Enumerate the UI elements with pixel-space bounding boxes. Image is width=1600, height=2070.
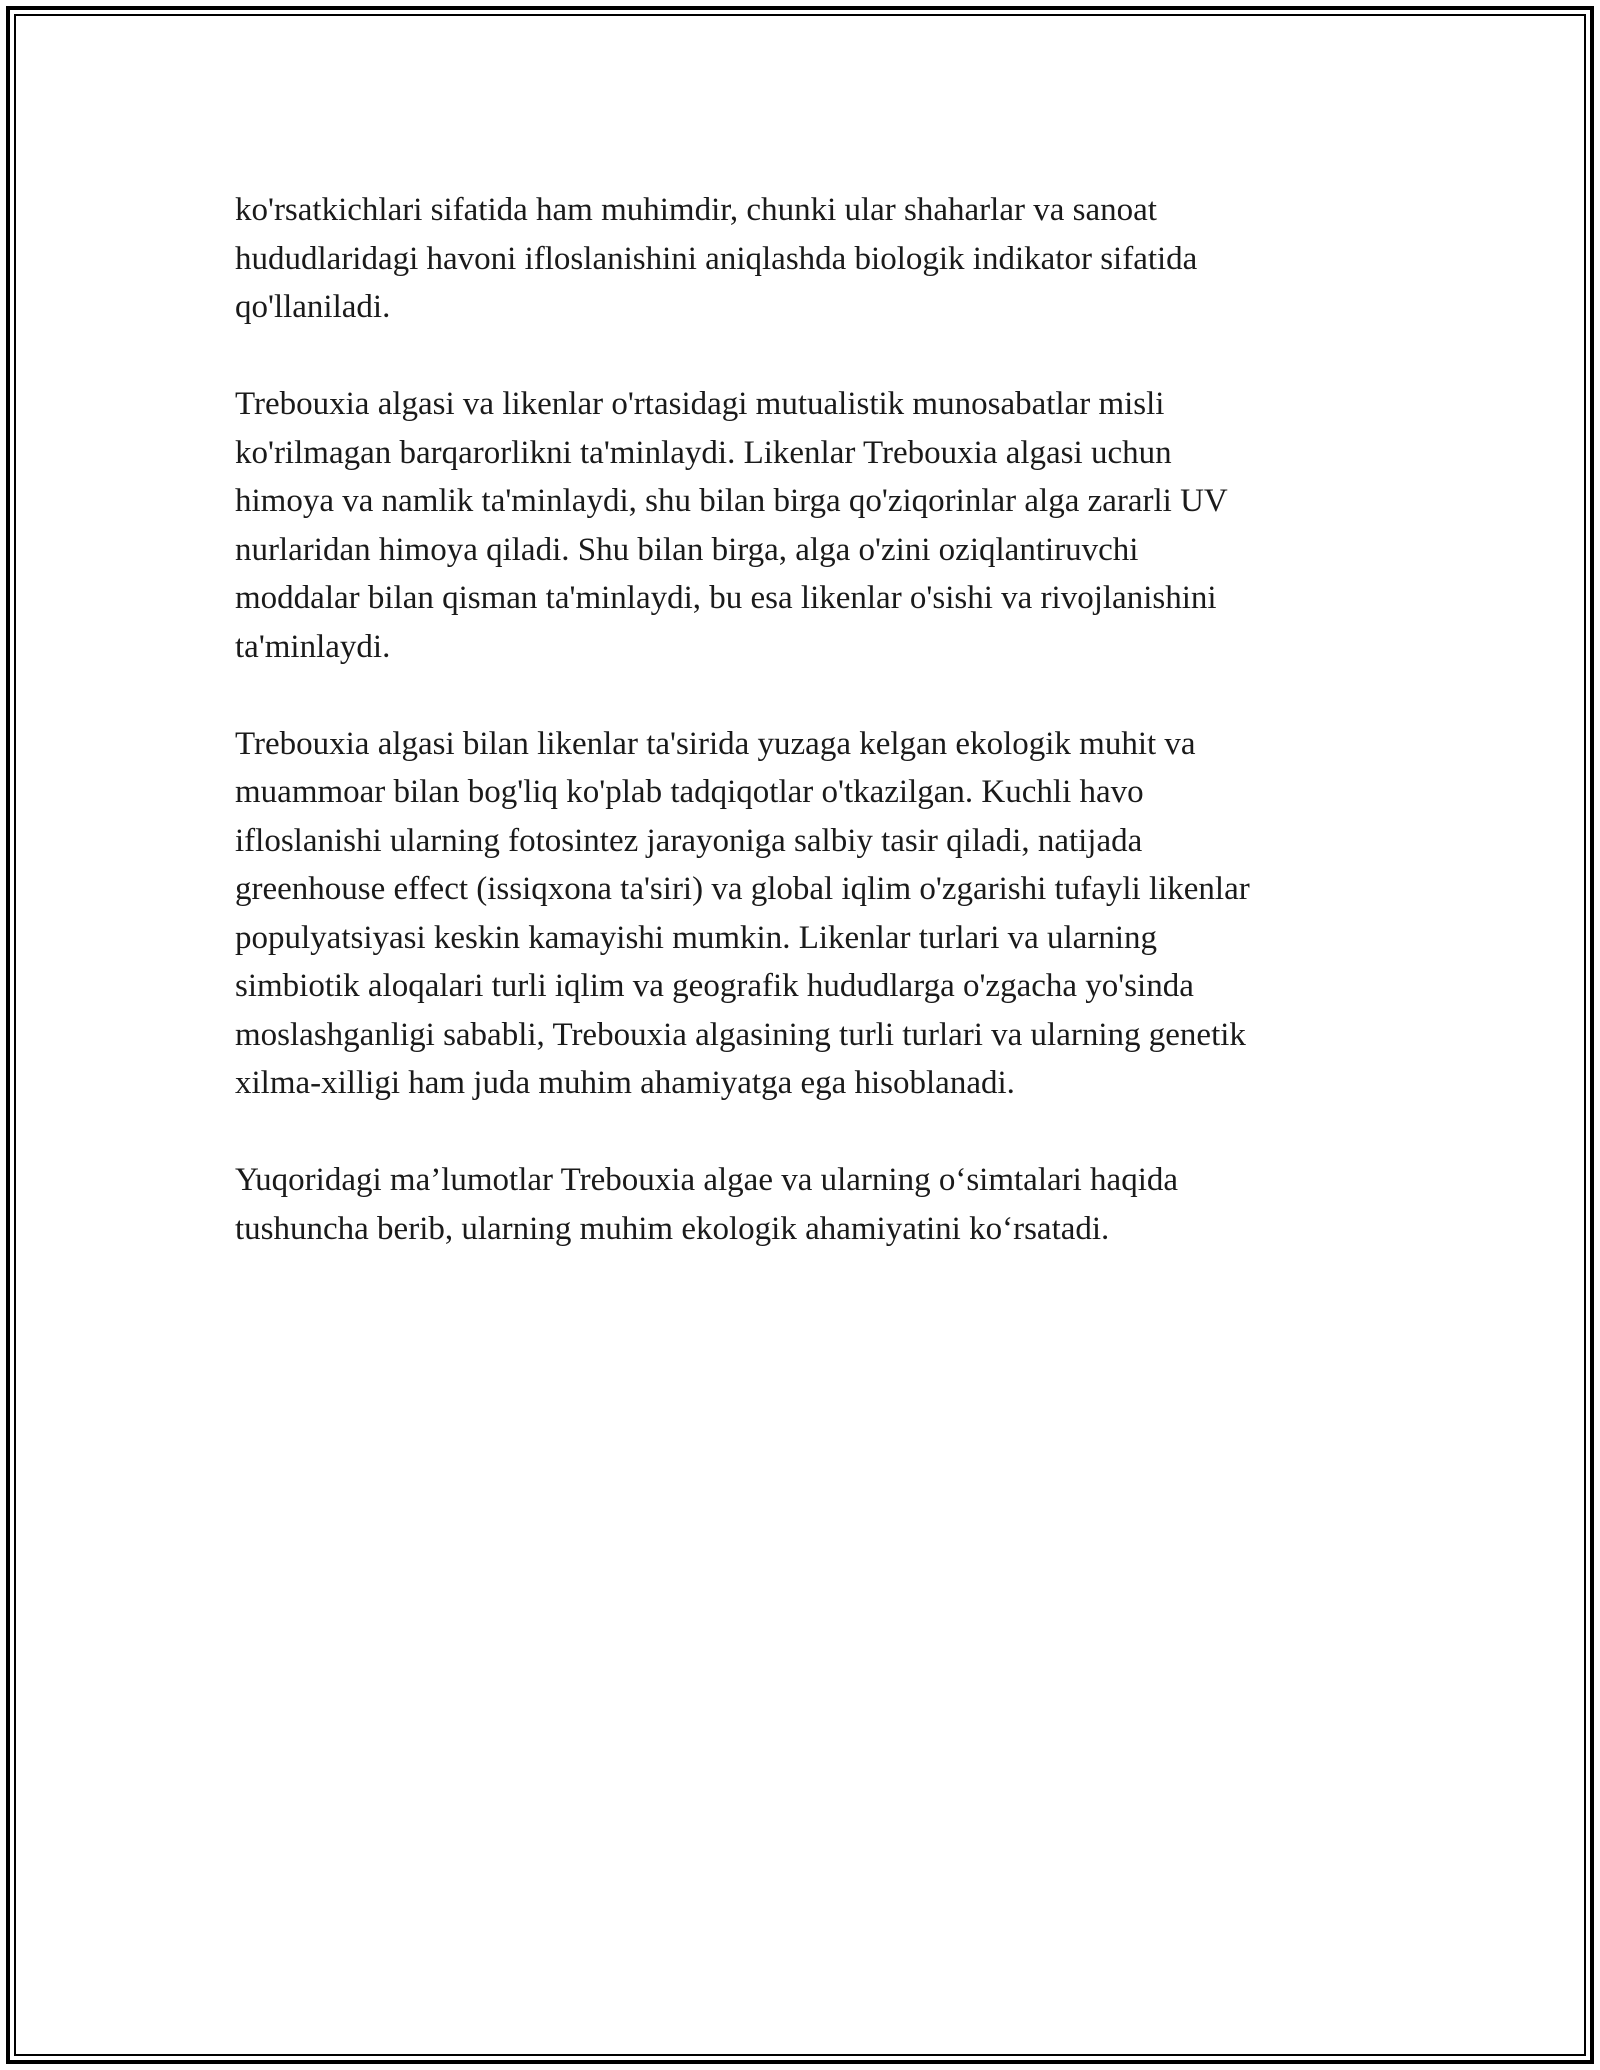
paragraph-4: Yuqoridagi ma’lumotlar Trebouxia algae va ularning o‘simtalari haqida tushuncha berib, ularning muhim ekologik ahamiyatini ko‘rsatadi. bbox=[235, 1162, 1179, 1247]
paragraph-2: Trebouxia algasi va likenlar o'rtasidagi mutualistik munosabatlar misli ko'rilmagan barqarorlikni ta'minlaydi. Likenlar Trebouxia algasi uchun himoya va namlik ta'minlaydi, shu bilan birga qo'ziqorinlar alga zararli UV nurlaridan himoya qiladi. Shu bilan birga, alga o'zini oziqlantiruvchi moddalar bilan qisman ta'minlaydi, bu esa likenlar o'sishi va rivojlanishini ta'minlaydi. bbox=[235, 386, 1228, 665]
document-body bbox=[235, 186, 1375, 1302]
paragraph-1: ko'rsatkichlari sifatida ham muhimdir, chunki ular shaharlar va sanoat hududlaridagi havoni ifloslanishini aniqlashda biologik indikator sifatida qo'llaniladi. bbox=[235, 192, 1198, 325]
paragraph-3: Trebouxia algasi bilan likenlar ta'sirida yuzaga kelgan ekologik muhit va muammoar bilan bog'liq ko'plab tadqiqotlar o'tkazilgan. Kuchli havo ifloslanishi ularning fotosintez jarayoniga salbiy tasir qiladi, natijada greenhouse effect (issiqxona ta'siri) va global iqlim o'zgarishi tufayli likenlar populyatsiyasi keskin kamayishi mumkin. Likenlar turlari va ularning simbiotik aloqalari turli iqlim va geografik hududlarga o'zgacha yo'sinda moslashganligi sababli, Trebouxia algasining turli turlari va ularning genetik xilma-xilligi ham juda muhim ahamiyatga ega hisoblanadi. bbox=[235, 725, 1250, 1101]
